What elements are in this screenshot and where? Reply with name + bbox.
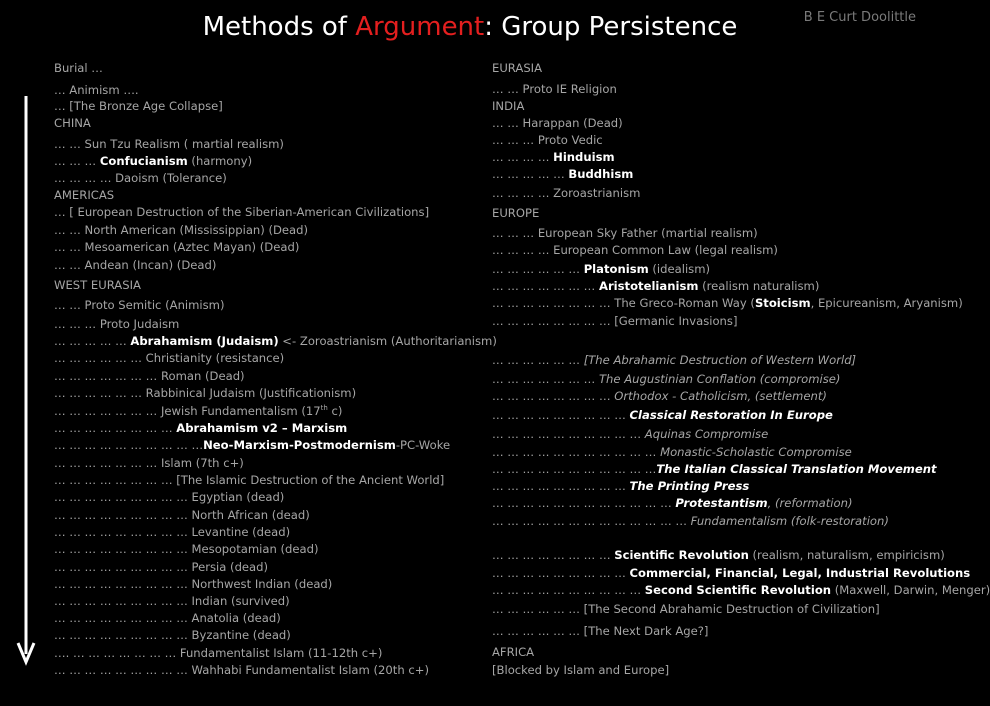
line-text: … … … … … … … bbox=[492, 279, 599, 293]
line-text: … … … … … … … … … … … bbox=[492, 462, 657, 476]
line-text: … … … … … bbox=[54, 334, 131, 348]
right-column-line bbox=[492, 462, 937, 476]
left-column-line bbox=[54, 525, 290, 539]
line-text: , (reformation) bbox=[767, 496, 853, 510]
highlighted-term: Second Scientific Revolution bbox=[644, 583, 832, 597]
right-column-line bbox=[492, 243, 778, 257]
line-text: … … … … … … … … … Northwest Indian (dead) bbox=[54, 577, 333, 591]
line-text: … … … … … … … … … bbox=[492, 479, 630, 493]
left-column-line bbox=[54, 542, 319, 556]
line-text: CHINA bbox=[54, 116, 91, 130]
right-column-line bbox=[492, 150, 615, 164]
left-column-line bbox=[54, 298, 225, 312]
line-text: Fundamentalism (folk-restoration) bbox=[690, 514, 889, 528]
right-column-line bbox=[492, 206, 539, 220]
left-column-line bbox=[54, 646, 382, 660]
highlighted-term: Abrahamism v2 – Marxism bbox=[176, 421, 348, 435]
left-column-line bbox=[54, 369, 245, 383]
line-text: c) bbox=[327, 404, 343, 418]
highlighted-term: The Printing Press bbox=[629, 479, 750, 493]
highlighted-term: Protestantism bbox=[675, 496, 768, 510]
author-credit: B E Curt Doolittle bbox=[803, 10, 916, 25]
page-title bbox=[0, 12, 940, 42]
left-column-line bbox=[54, 278, 141, 292]
line-text: Burial … bbox=[54, 61, 103, 75]
line-text: (Maxwell, Darwin, Menger) bbox=[831, 583, 990, 597]
line-text: … … … … Daoism (Tolerance) bbox=[54, 171, 227, 185]
line-text: … … … … … … … … [Germanic Invasions] bbox=[492, 314, 738, 328]
left-column-line bbox=[54, 205, 429, 219]
highlighted-term: Confucianism bbox=[99, 154, 188, 168]
right-column-line bbox=[492, 133, 603, 147]
line-text: … … … … … … … … … bbox=[492, 566, 630, 580]
line-text: … … … bbox=[54, 154, 100, 168]
line-text: … [ European Destruction of the Siberian-American Civilizations] bbox=[54, 205, 430, 219]
line-text: … … … … … … bbox=[492, 262, 584, 276]
line-text: … … … … … bbox=[492, 167, 569, 181]
right-column-line bbox=[492, 583, 990, 597]
highlighted-term: Buddhism bbox=[568, 167, 634, 181]
left-column-line bbox=[54, 258, 216, 272]
line-text: … … … European Sky Father (martial realism) bbox=[492, 226, 758, 240]
line-text: … … … … … … … … The Greco-Roman Way ( bbox=[492, 296, 755, 310]
line-text: … … … … … … [The Next Dark Age?] bbox=[492, 624, 709, 638]
line-text: … … … … … … … Roman (Dead) bbox=[54, 369, 245, 383]
right-column-line bbox=[492, 548, 945, 562]
right-column-line bbox=[492, 566, 970, 580]
line-text: (harmony) bbox=[187, 154, 253, 168]
line-text: … … … … … … bbox=[492, 353, 584, 367]
right-column-line bbox=[492, 279, 819, 293]
line-text: , Epicureanism, Aryanism) bbox=[810, 296, 963, 310]
line-text: … … … … … … … … … Persia (dead) bbox=[54, 560, 269, 574]
left-column-line bbox=[54, 99, 223, 113]
line-text: … … … … … … … bbox=[492, 372, 599, 386]
highlighted-term: The Italian Classical Translation Movement bbox=[656, 462, 937, 476]
highlighted-term: Scientific Revolution bbox=[614, 548, 749, 562]
left-column-line bbox=[54, 137, 284, 151]
line-text: … … … … … … … … … Byzantine (dead) bbox=[54, 628, 291, 642]
left-column-line bbox=[54, 188, 114, 202]
left-column-line bbox=[54, 83, 139, 97]
line-text: … … … … … … … … … … … … bbox=[492, 496, 676, 510]
left-column-line bbox=[54, 438, 450, 452]
line-text: … … … … … … … … … … bbox=[492, 427, 645, 441]
line-text: … … … … … … … … … Anatolia (dead) bbox=[54, 611, 281, 625]
highlighted-term: Hinduism bbox=[553, 150, 615, 164]
highlighted-term: Classical Restoration In Europe bbox=[629, 408, 833, 422]
line-text: … … … … European Common Law (legal realism) bbox=[492, 243, 778, 257]
line-text: … … … … … … … … … Indian (survived) bbox=[54, 594, 290, 608]
left-column-line bbox=[54, 386, 356, 400]
line-text: [The Abrahamic Destruction of Western World] bbox=[583, 353, 857, 367]
line-text: … … … … … … … … … Wahhabi Fundamentalist Islam (20th c+) bbox=[54, 663, 429, 677]
line-text: … … Andean (Incan) (Dead) bbox=[54, 258, 217, 272]
line-text: … … Proto Semitic (Animism) bbox=[54, 298, 225, 312]
line-text: … … … Proto Judaism bbox=[54, 317, 180, 331]
line-text: … … … … … … … … [The Islamic Destruction of the Ancient World] bbox=[54, 473, 445, 487]
left-column-line bbox=[54, 404, 342, 418]
line-text: … … … … … … … Islam (7th c+) bbox=[54, 456, 244, 470]
line-text: Orthodox - Catholicism, (settlement) bbox=[614, 389, 827, 403]
line-text: AFRICA bbox=[492, 645, 535, 659]
right-column-line bbox=[492, 353, 856, 367]
left-column-line bbox=[54, 628, 291, 642]
right-column-line bbox=[492, 167, 633, 181]
left-column-line bbox=[54, 240, 299, 254]
right-column-line bbox=[492, 624, 708, 638]
right-column-line bbox=[492, 186, 640, 200]
highlighted-term: Stoicism bbox=[754, 296, 811, 310]
line-text: WEST EURASIA bbox=[54, 278, 141, 292]
right-column-line bbox=[492, 226, 758, 240]
line-text: Aquinas Compromise bbox=[644, 427, 769, 441]
line-text: -PC-Woke bbox=[395, 438, 451, 452]
line-text: … … … … … … … … bbox=[492, 548, 615, 562]
left-column-line bbox=[54, 473, 444, 487]
line-text: (realism, naturalism, empiricism) bbox=[748, 548, 945, 562]
left-column-line bbox=[54, 116, 91, 130]
right-column-line bbox=[492, 602, 880, 616]
line-text: … … … … … … Christianity (resistance) bbox=[54, 351, 285, 365]
right-column-line bbox=[492, 82, 617, 96]
title-highlight: Argument bbox=[355, 12, 485, 42]
line-text: … … Mesoamerican (Aztec Mayan) (Dead) bbox=[54, 240, 300, 254]
line-text: … … … … … … … … bbox=[54, 421, 177, 435]
left-column-line bbox=[54, 560, 268, 574]
line-text: … … … … … … … … … … bbox=[54, 438, 204, 452]
left-column-line bbox=[54, 223, 308, 237]
line-text: th bbox=[320, 404, 328, 413]
line-text: EUROPE bbox=[492, 206, 540, 220]
left-column-line bbox=[54, 456, 244, 470]
line-text: EURASIA bbox=[492, 61, 543, 75]
line-text: … … … … … … [The Second Abrahamic Destruction of Civilization] bbox=[492, 602, 880, 616]
line-text: … … Harappan (Dead) bbox=[492, 116, 623, 130]
line-text: AMERICAS bbox=[54, 188, 115, 202]
right-column-line bbox=[492, 496, 852, 510]
left-column-line bbox=[54, 611, 281, 625]
highlighted-term: Aristotelianism bbox=[598, 279, 699, 293]
line-text: INDIA bbox=[492, 99, 525, 113]
title-prefix: Methods of bbox=[202, 12, 356, 42]
line-text: …. … … … … … … … Fundamentalist Islam (11-12th c+) bbox=[54, 646, 383, 660]
line-text: … … … … … … … … … … … bbox=[492, 445, 661, 459]
right-column-line bbox=[492, 296, 963, 310]
line-text: … … … … … … … … … bbox=[492, 408, 630, 422]
right-column-line bbox=[492, 645, 534, 659]
line-text: … … … … … … … … bbox=[492, 389, 615, 403]
right-column-line bbox=[492, 314, 737, 328]
line-text: … … … Proto Vedic bbox=[492, 133, 603, 147]
right-column-line bbox=[492, 408, 833, 422]
title-suffix: : Group Persistence bbox=[484, 12, 738, 42]
left-column-line bbox=[54, 594, 290, 608]
left-column-line bbox=[54, 334, 497, 348]
left-column-line bbox=[54, 421, 347, 435]
line-text: … … Sun Tzu Realism ( martial realism) bbox=[54, 137, 284, 151]
line-text: … … … … … … … … … Egyptian (dead) bbox=[54, 490, 285, 504]
left-column-line bbox=[54, 171, 227, 185]
line-text: <- Zoroastrianism (Authoritarianism) bbox=[278, 334, 497, 348]
line-text: … Animism …. bbox=[54, 83, 139, 97]
line-text: … … … … … … … … … … bbox=[492, 583, 645, 597]
line-text: … … … … … … … Jewish Fundamentalism (17 bbox=[54, 404, 321, 418]
right-column-line bbox=[492, 99, 524, 113]
line-text: … … Proto IE Religion bbox=[492, 82, 617, 96]
line-text: (realism naturalism) bbox=[698, 279, 820, 293]
line-text: … [The Bronze Age Collapse] bbox=[54, 99, 223, 113]
right-column-line bbox=[492, 514, 889, 528]
highlighted-term: Neo-Marxism-Postmodernism bbox=[203, 438, 396, 452]
line-text: … … … … Zoroastrianism bbox=[492, 186, 641, 200]
right-column-line bbox=[492, 389, 827, 403]
left-column-line bbox=[54, 317, 179, 331]
line-text: … … North American (Mississippian) (Dead) bbox=[54, 223, 309, 237]
line-text: [Blocked by Islam and Europe] bbox=[492, 663, 670, 677]
right-column-line bbox=[492, 479, 749, 493]
right-column-line bbox=[492, 116, 623, 130]
right-column-line bbox=[492, 427, 768, 441]
timeline-arrow-icon bbox=[15, 96, 37, 666]
line-text: … … … … bbox=[492, 150, 554, 164]
left-column-line bbox=[54, 663, 429, 677]
left-column-line bbox=[54, 577, 332, 591]
line-text: … … … … … … Rabbinical Judaism (Justificationism) bbox=[54, 386, 357, 400]
left-column-line bbox=[54, 61, 103, 75]
right-column-line bbox=[492, 372, 840, 386]
highlighted-term: Abrahamism (Judaism) bbox=[130, 334, 279, 348]
line-text: … … … … … … … … … Levantine (dead) bbox=[54, 525, 291, 539]
line-text: … … … … … … … … … Mesopotamian (dead) bbox=[54, 542, 319, 556]
highlighted-term: Commercial, Financial, Legal, Industrial Revolutions bbox=[629, 566, 971, 580]
right-column-line bbox=[492, 445, 852, 459]
right-column-line bbox=[492, 61, 542, 75]
left-column-line bbox=[54, 154, 252, 168]
line-text: (idealism) bbox=[648, 262, 711, 276]
left-column-line bbox=[54, 508, 310, 522]
left-column-line bbox=[54, 351, 284, 365]
right-column-line bbox=[492, 262, 710, 276]
line-text: Monastic-Scholastic Compromise bbox=[660, 445, 852, 459]
line-text: The Augustinian Conflation (compromise) bbox=[598, 372, 841, 386]
left-column-line bbox=[54, 490, 284, 504]
right-column-line bbox=[492, 663, 669, 677]
line-text: … … … … … … … … … … … … … bbox=[492, 514, 691, 528]
line-text: … … … … … … … … … North African (dead) bbox=[54, 508, 310, 522]
highlighted-term: Platonism bbox=[583, 262, 649, 276]
